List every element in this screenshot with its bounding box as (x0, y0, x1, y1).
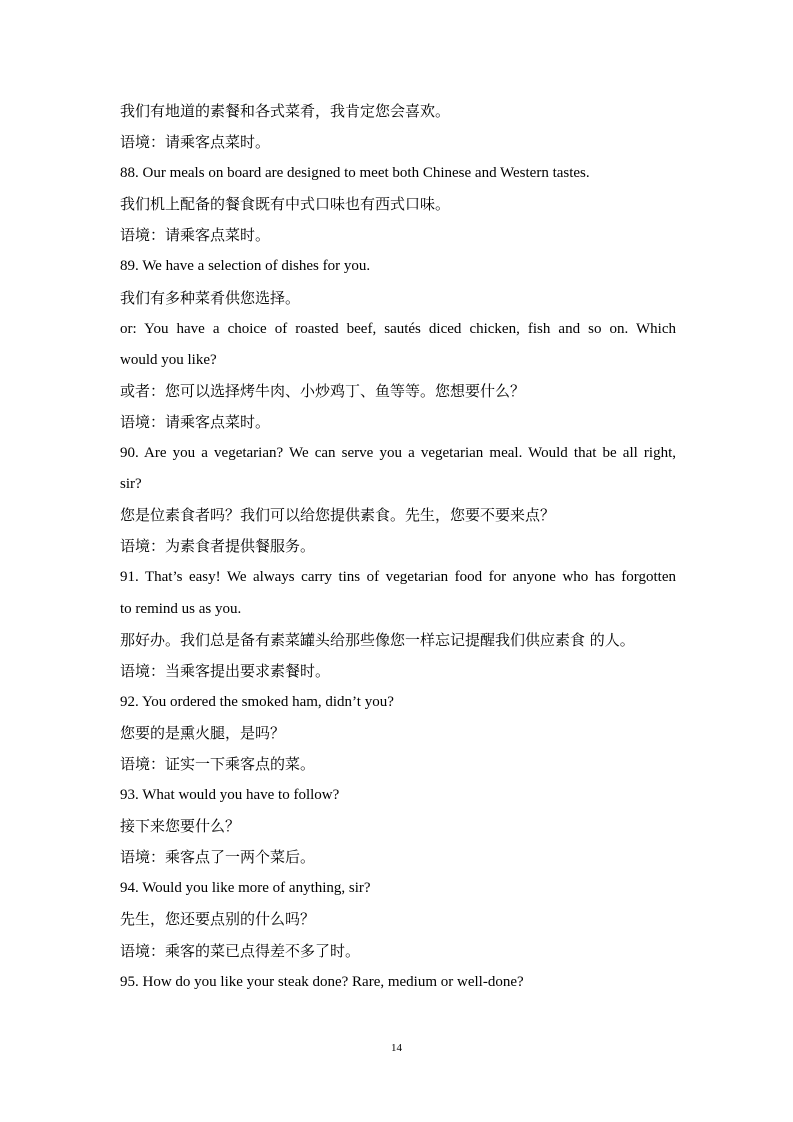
chinese-text-line: 我们有多种菜肴供您选择。 (120, 288, 301, 307)
chinese-text-line: 接下来您要什么？ (120, 817, 241, 836)
chinese-text-line: 语境：请乘客点菜时。 (120, 412, 271, 431)
chinese-text-line: 语境：乘客点了一两个菜后。 (120, 848, 316, 867)
english-text-line: would you like? (120, 351, 217, 368)
chinese-text-line: 语境：为素食者提供餐服务。 (120, 537, 316, 556)
english-text-line: to remind us as you. (120, 600, 242, 617)
english-text-line: 95. How do you like your steak done? Rare, medium or well-done? (120, 973, 524, 990)
english-text-line: 92. You ordered the smoked ham, didn’t you? (120, 693, 394, 710)
chinese-text-line: 那好办。我们总是备有素菜罐头给那些像您一样忘记提醒我们供应素食 的人。 (120, 630, 635, 649)
chinese-text-line: 我们有地道的素餐和各式菜肴，我肯定您会喜欢。 (120, 102, 451, 120)
english-text-line: sir? (120, 476, 142, 493)
chinese-text-line: 先生，您还要点别的什么吗？ (120, 910, 316, 929)
page-number: 14 (391, 1042, 402, 1054)
english-text-line: 91. That’s easy! We always carry tins of vegetarian food for anyone who has forgotten (120, 569, 676, 586)
chinese-text-line: 语境：乘客的菜已点得差不多了时。 (120, 941, 361, 960)
chinese-text-line: 我们机上配备的餐食既有中式口味也有西式口味。 (120, 195, 451, 214)
english-text-line: or: You have a choice of roasted beef, sautés diced chicken, fish and so on. Which (120, 320, 676, 337)
chinese-text-line: 语境：证实一下乘客点的菜。 (120, 754, 316, 773)
chinese-text-line: 或者：您可以选择烤牛肉、小炒鸡丁、鱼等等。您想要什么？ (120, 381, 526, 400)
english-text-line: 89. We have a selection of dishes for you. (120, 258, 371, 275)
chinese-text-line: 语境：当乘客提出要求素餐时。 (120, 661, 331, 680)
chinese-text-line: 您是位素食者吗？我们可以给您提供素食。先生，您要不要来点？ (120, 506, 556, 525)
chinese-text-line: 语境：请乘客点菜时。 (120, 133, 271, 152)
chinese-text-line: 语境：请乘客点菜时。 (120, 226, 271, 245)
chinese-text-line: 您要的是熏火腿，是吗？ (120, 723, 286, 742)
english-text-line: 93. What would you have to follow? (120, 787, 340, 804)
english-text-line: 94. Would you like more of anything, sir? (120, 880, 371, 897)
english-text-line: 90. Are you a vegetarian? We can serve you a vegetarian meal. Would that be all right, (120, 445, 676, 462)
document-body (120, 96, 676, 998)
english-text-line: 88. Our meals on board are designed to meet both Chinese and Western tastes. (120, 165, 590, 182)
